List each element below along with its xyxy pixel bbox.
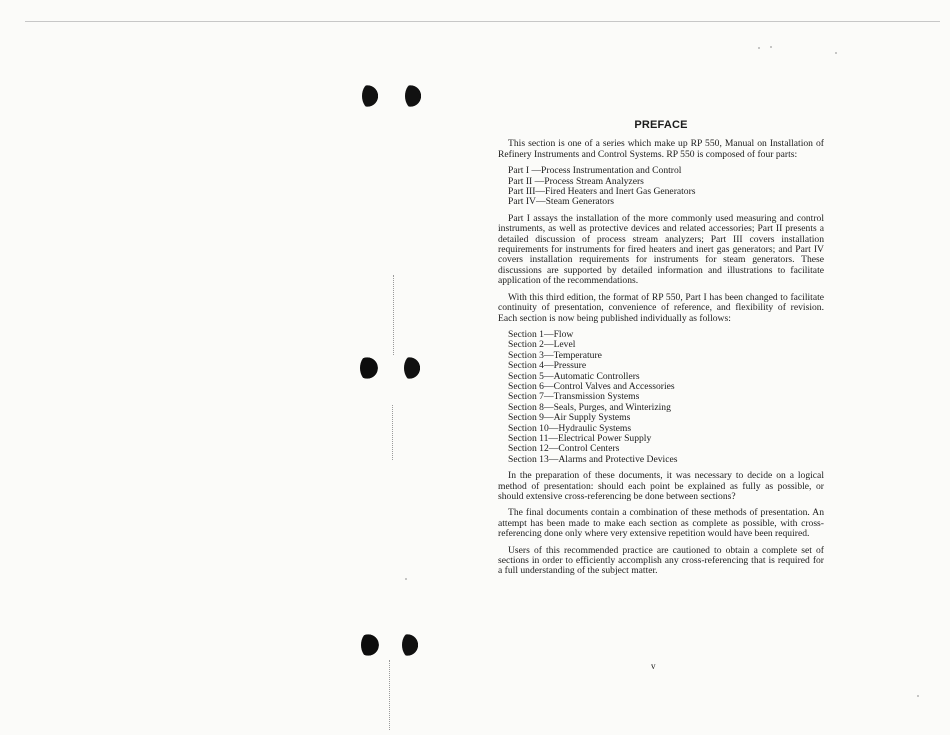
speck [917,695,919,697]
binder-hole-top-right [405,83,423,109]
list-item: Section 2—Level [508,339,576,351]
list-item: Part I —Process Instrumentation and Control [508,165,682,177]
sections-list [508,330,824,465]
speck [758,47,760,49]
binder-hole-bottom-left [361,632,379,658]
list-item: Section 3—Temperature [508,349,602,361]
list-item: Section 12—Control Centers [508,443,620,455]
list-item: Section 1—Flow [508,328,574,340]
list-item: Part IV—Steam Generators [508,196,615,208]
list-item: Part III—Fired Heaters and Inert Gas Generators [508,186,696,198]
speck [835,52,837,54]
binding-mark-upper [393,275,394,355]
binding-mark-middle [392,405,393,460]
list-item: Part II —Process Stream Analyzers [508,175,644,187]
list-item: Section 4—Pressure [508,360,587,372]
speck [405,578,407,580]
list-item: Section 5—Automatic Controllers [508,370,640,382]
list-item: Section 10—Hydraulic Systems [508,422,632,434]
final-documents-paragraph: The final documents contain a combination of these methods of presentation. An attempt has been made to make each section as complete as possible, with cross-referencing done only where very extensive repetition would have been required. [498,507,824,540]
binder-hole-middle-right [404,355,422,381]
page-number: v [651,661,656,671]
binding-mark-lower [389,660,390,730]
parts-description-paragraph: Part I assays the installation of the more commonly used measuring and control instruments, as well as protective devices and related accessories; Part II presents a detailed discussion of process stream analyzers; Part III covers installation requirements for instruments for fired heaters and inert gas generators; and Part IV covers installation requirements for instruments for steam generators. These discussions are supported by detailed information and illustrations to facilitate application of the recommendations. [498,212,824,287]
binder-hole-middle-left [360,355,378,381]
edition-paragraph: With this third edition, the format of RP 550, Part I has been changed to facilitate continuity of presentation, convenience of reference, and flexibility of revision. Each section is now being published individually as follows: [498,291,824,324]
binder-hole-bottom-right [402,632,420,658]
binder-hole-top-left [362,83,380,109]
users-paragraph: Users of this recommended practice are cautioned to obtain a complete set of sections in order to efficiently accomplish any cross-referencing that is required for a full understanding of the subject matter. [498,544,824,577]
parts-list [508,166,824,208]
preface-text-column [498,120,824,583]
method-paragraph: In the preparation of these documents, it was necessary to decide on a logical method of presentation: should each point be explained as fully as possible, or should extensive cross-referencing be done between sections? [498,470,824,502]
page-title: PREFACE [634,119,688,131]
list-item: Section 6—Control Valves and Accessories [508,380,675,392]
list-item: Section 9—Air Supply Systems [508,412,631,424]
list-item: Section 7—Transmission Systems [508,391,640,403]
intro-paragraph: This section is one of a series which make up RP 550, Manual on Installation of Refinery Instruments and Control Systems. RP 550 is composed of four parts: [498,138,824,160]
top-edge-rule [25,21,940,22]
list-item: Section 13—Alarms and Protective Devices [508,453,678,465]
list-item: Section 8—Seals, Purges, and Winterizing [508,401,671,413]
list-item: Section 11—Electrical Power Supply [508,432,652,444]
speck [770,46,772,48]
